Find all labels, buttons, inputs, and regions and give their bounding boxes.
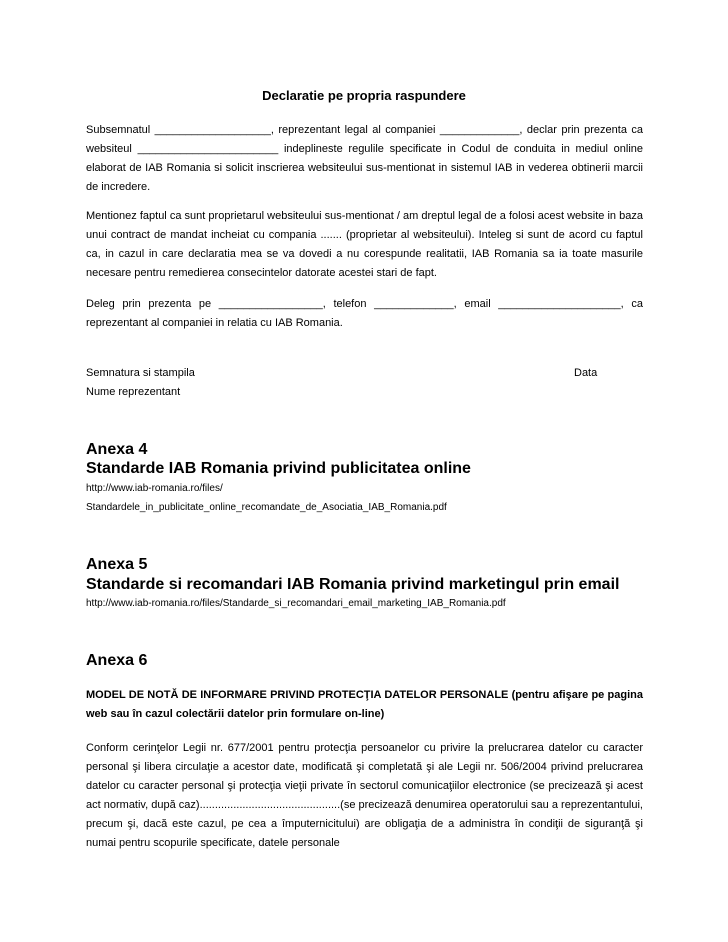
anexa-4-url-line-2[interactable]: Standardele_in_publicitate_online_recomandate_de_Asociatia_IAB_Romania.pdf: [86, 502, 447, 513]
declaration-title: Declaratie pe propria raspundere: [262, 88, 466, 103]
anexa-6-body: Conform cerinţelor Legii nr. 677/2001 pentru protecţia persoanelor cu privire la prelucrarea datelor cu caracter personal şi libera circulaţie a acestor date, modificată şi completată şi ale Legii nr. 506/2004 privind prelucrarea datelor cu caracter personal şi protecţia vieţii private în sectorul comunicaţiilor electronice (se precizează şi acest act normativ, după caz)..............................................(se precizează denumirea operatorului sau a reprezentantului, precum şi, dacă este cazul, pe cea a împuternicitului) are obligaţia de a administra în condiţii de siguranţă şi numai pentru scopurile specificate, datele personale: [86, 742, 643, 849]
anexa-4-url-line-1[interactable]: http://www.iab-romania.ro/files/: [86, 483, 223, 494]
anexa-5-title: Standarde si recomandari IAB Romania privind marketingul prin email: [86, 576, 620, 593]
anexa-4-number: Anexa 4: [86, 441, 148, 458]
declaration-paragraph-2: Mentionez faptul ca sunt proprietarul websiteului sus-mentionat / am dreptul legal de a folosi acest website in baza unui contract de mandat incheiat cu compania ....... (proprietar al websiteului). Inteleg si sunt de acord cu faptul ca, in cazul in care declaratia mea se va dovedi a nu corespunde realitatii, IAB Romania sa ia toate masurile necesare pentru remedierea consecintelor datorate acestei stari de fapt.: [86, 210, 643, 279]
anexa-6-number: Anexa 6: [86, 652, 148, 669]
anexa-5-number: Anexa 5: [86, 556, 148, 573]
declaration-paragraph-1: Subsemnatul ___________________, reprezentant legal al companiei _____________, declar prin prezenta ca websiteul _______________________ indeplineste regulile specificate in Codul de conduita in mediul online elaborat de IAB Romania si solicit inscrierea websiteului sus-mentionat in sistemul IAB in vederea obtinerii marcii de incredere.: [86, 124, 643, 193]
signature-label: Semnatura si stampila: [86, 367, 195, 379]
date-label: Data: [574, 367, 598, 379]
anexa-5-url[interactable]: http://www.iab-romania.ro/files/Standarde_si_recomandari_email_marketing_IAB_Romania.pdf: [86, 598, 506, 609]
declaration-paragraph-3: Deleg prin prezenta pe _________________, telefon _____________, email ____________________, ca reprezentant al companiei in relatia cu IAB Romania.: [86, 298, 643, 329]
anexa-4-title: Standarde IAB Romania privind publicitatea online: [86, 460, 471, 477]
representative-name-label: Nume reprezentant: [86, 386, 181, 398]
anexa-6-model-title: MODEL DE NOTĂ DE INFORMARE PRIVIND PROTECŢIA DATELOR PERSONALE (pentru afişare pe pagina web sau în cazul colectării datelor prin formulare on-line): [86, 689, 643, 720]
